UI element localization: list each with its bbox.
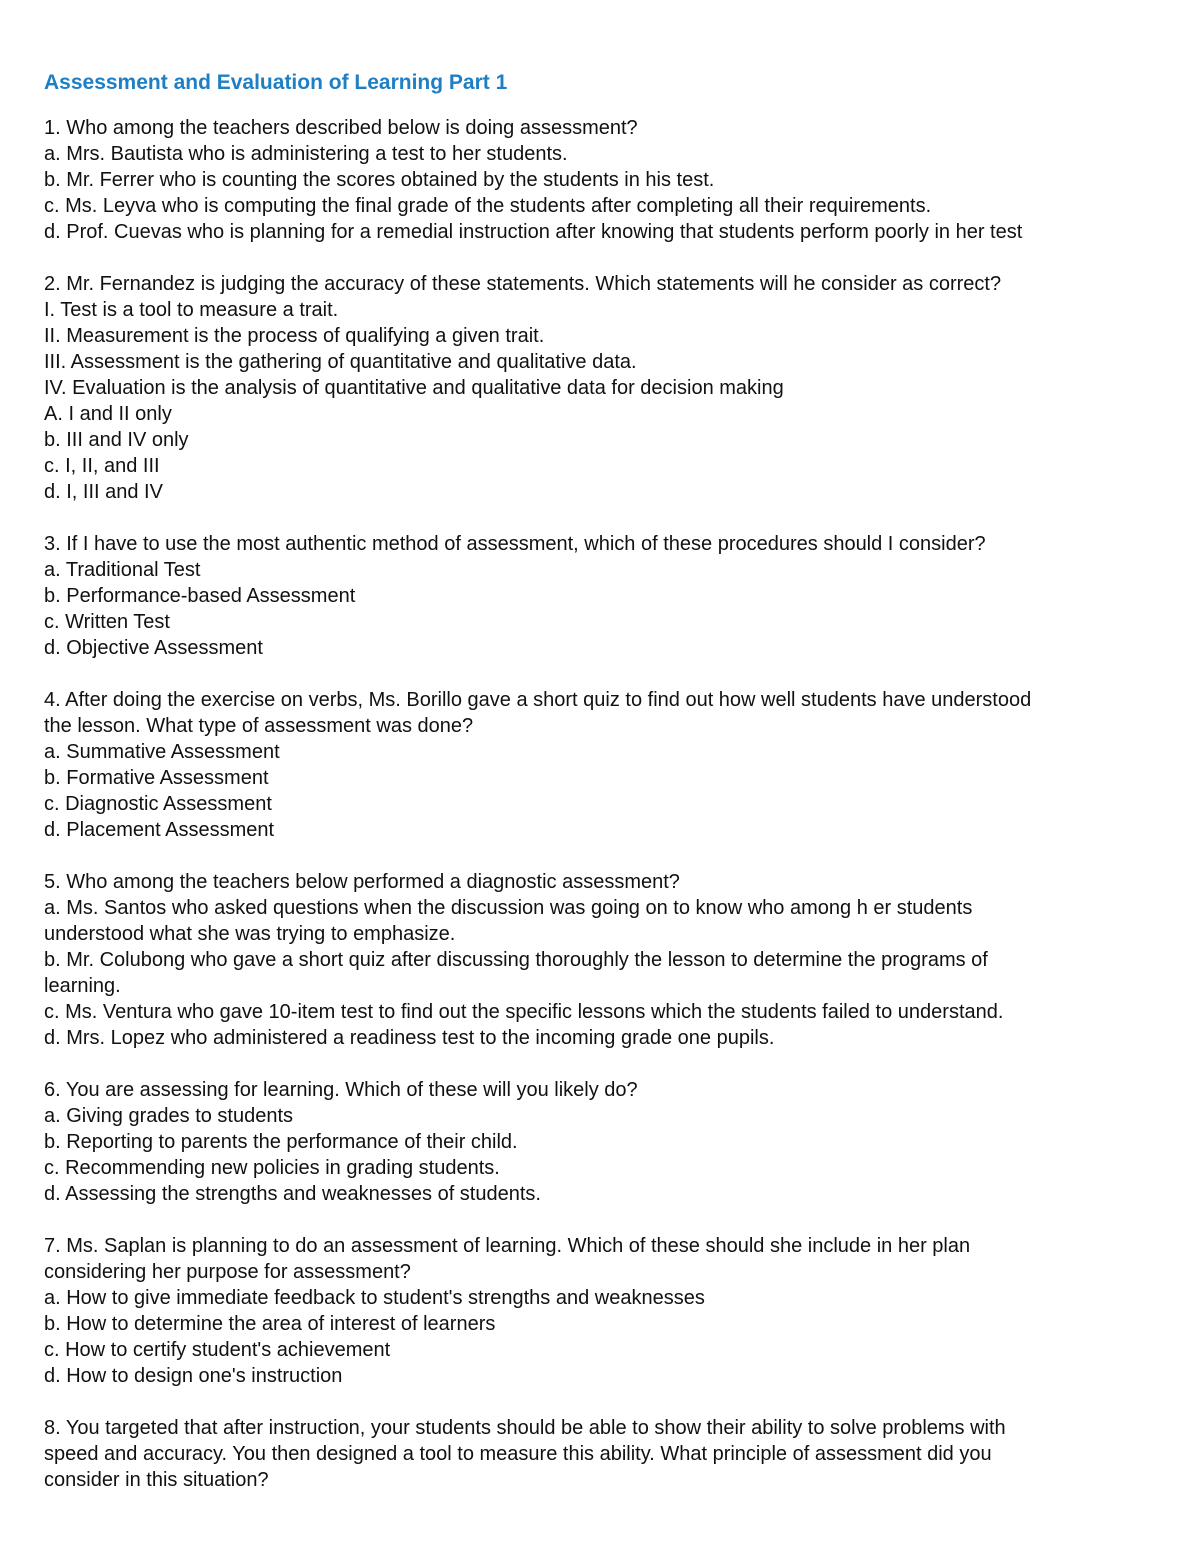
question-line: a. Mrs. Bautista who is administering a test to her students. bbox=[44, 143, 568, 165]
question-line: c. Ms. Ventura who gave 10-item test to find out the specific lessons which the students failed to understand. bbox=[44, 1001, 1004, 1023]
question-line: d. How to design one's instruction bbox=[44, 1365, 343, 1387]
question-line: a. How to give immediate feedback to student's strengths and weaknesses bbox=[44, 1287, 705, 1309]
question-line: b. Reporting to parents the performance of their child. bbox=[44, 1131, 518, 1153]
question-line: III. Assessment is the gathering of quantitative and qualitative data. bbox=[44, 351, 637, 373]
question-line: d. Objective Assessment bbox=[44, 637, 263, 659]
question-5 bbox=[44, 869, 1169, 1051]
question-text: 3. If I have to use the most authentic method of assessment, which of these procedures should I consider? bbox=[44, 533, 986, 555]
question-text: 6. You are assessing for learning. Which of these will you likely do? bbox=[44, 1079, 638, 1101]
question-text: 1. Who among the teachers described below is doing assessment? bbox=[44, 117, 638, 139]
question-1 bbox=[44, 115, 1169, 245]
question-text: 2. Mr. Fernandez is judging the accuracy of these statements. Which statements will he consider as correct? bbox=[44, 273, 1002, 295]
question-line: c. Ms. Leyva who is computing the final grade of the students after completing all their requirements. bbox=[44, 195, 932, 217]
question-line: speed and accuracy. You then designed a tool to measure this ability. What principle of assessment did you bbox=[44, 1443, 992, 1465]
question-line: c. Diagnostic Assessment bbox=[44, 793, 272, 815]
question-line: learning. bbox=[44, 975, 121, 997]
document-title: Assessment and Evaluation of Learning Part 1 bbox=[44, 71, 508, 94]
question-line: b. Formative Assessment bbox=[44, 767, 269, 789]
question-line: c. I, II, and III bbox=[44, 455, 160, 477]
question-text: 4. After doing the exercise on verbs, Ms. Borillo gave a short quiz to find out how well students have understood bbox=[44, 689, 1032, 711]
question-4 bbox=[44, 687, 1169, 843]
question-line: b. Performance-based Assessment bbox=[44, 585, 356, 607]
question-line: b. Mr. Colubong who gave a short quiz after discussing thoroughly the lesson to determine the programs of bbox=[44, 949, 988, 971]
question-8 bbox=[44, 1415, 1169, 1493]
question-7 bbox=[44, 1233, 1169, 1389]
question-line: d. I, III and IV bbox=[44, 481, 163, 503]
question-text: 8. You targeted that after instruction, your students should be able to show their ability to solve problems with bbox=[44, 1417, 1006, 1439]
question-6 bbox=[44, 1077, 1169, 1207]
question-line: c. Recommending new policies in grading students. bbox=[44, 1157, 500, 1179]
question-line: d. Assessing the strengths and weaknesses of students. bbox=[44, 1183, 541, 1205]
question-line: d. Mrs. Lopez who administered a readiness test to the incoming grade one pupils. bbox=[44, 1027, 775, 1049]
question-line: understood what she was trying to emphasize. bbox=[44, 923, 456, 945]
question-2 bbox=[44, 271, 1169, 505]
question-line: a. Summative Assessment bbox=[44, 741, 280, 763]
question-list bbox=[44, 115, 1169, 1519]
question-line: b. III and IV only bbox=[44, 429, 189, 451]
question-line: considering her purpose for assessment? bbox=[44, 1261, 411, 1283]
question-line: d. Placement Assessment bbox=[44, 819, 275, 841]
question-line: I. Test is a tool to measure a trait. bbox=[44, 299, 339, 321]
question-text: 7. Ms. Saplan is planning to do an assessment of learning. Which of these should she include in her plan bbox=[44, 1235, 971, 1257]
question-line: d. Prof. Cuevas who is planning for a remedial instruction after knowing that students perform poorly in her test bbox=[44, 221, 1023, 243]
question-3 bbox=[44, 531, 1169, 661]
question-line: b. Mr. Ferrer who is counting the scores obtained by the students in his test. bbox=[44, 169, 715, 191]
question-line: II. Measurement is the process of qualifying a given trait. bbox=[44, 325, 545, 347]
question-line: a. Giving grades to students bbox=[44, 1105, 294, 1127]
question-line: A. I and II only bbox=[44, 403, 172, 425]
question-line: a. Ms. Santos who asked questions when the discussion was going on to know who among h er students bbox=[44, 897, 973, 919]
question-line: consider in this situation? bbox=[44, 1469, 269, 1491]
question-line: c. How to certify student's achievement bbox=[44, 1339, 391, 1361]
question-line: a. Traditional Test bbox=[44, 559, 201, 581]
question-line: IV. Evaluation is the analysis of quantitative and qualitative data for decision making bbox=[44, 377, 784, 399]
question-line: b. How to determine the area of interest of learners bbox=[44, 1313, 496, 1335]
question-text: 5. Who among the teachers below performed a diagnostic assessment? bbox=[44, 871, 680, 893]
question-line: the lesson. What type of assessment was done? bbox=[44, 715, 474, 737]
question-line: c. Written Test bbox=[44, 611, 170, 633]
